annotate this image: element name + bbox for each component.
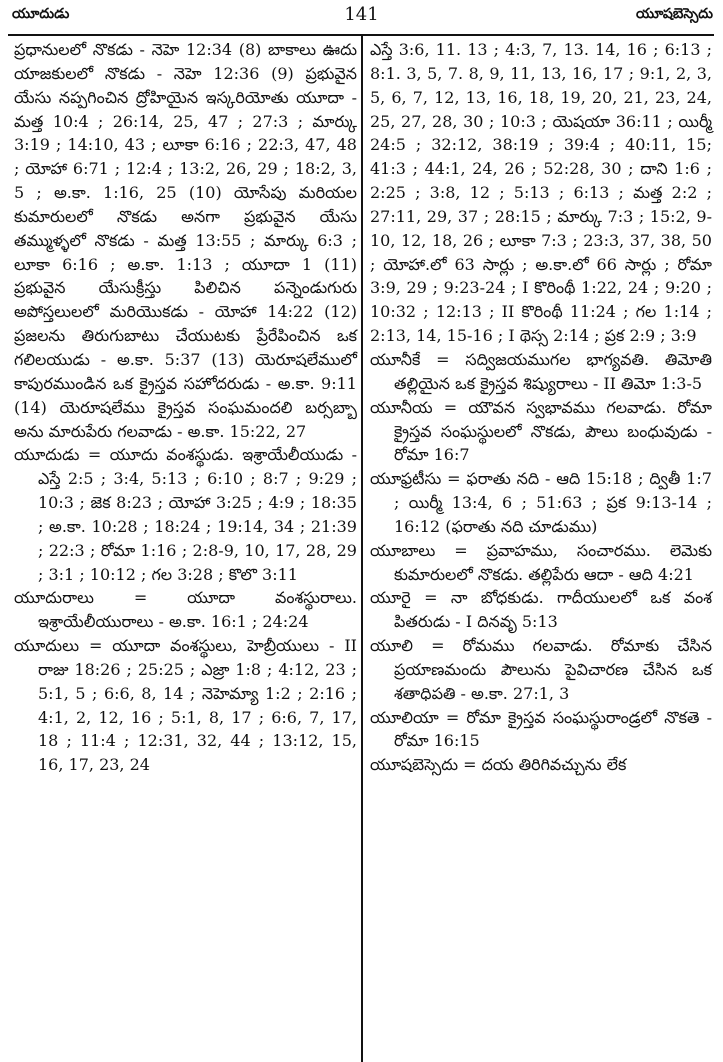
dictionary-entry: యూలియా = రోమా క్రైస్తవ సంఘస్థురాండ్రలో నొకతె - రోమా 16:15 — [370, 707, 712, 751]
left-column — [14, 38, 357, 777]
dictionary-entry: యూబాలు = ప్రవాహము, సంచారము. లెమెకు కుమారులలో నొకడు. తల్లిపేరు ఆదా - ఆది 4:21 — [370, 540, 712, 584]
dictionary-entry: యూనీకే = సద్విజయముగల భాగ్యవతి. తిమోతి తల్లియైన ఒక క్రైస్తవ శిష్యురాలు - II తిమో 1:3-5 — [370, 349, 712, 393]
dictionary-entry-continuation: ఎస్తే 3:6, 11. 13 ; 4:3, 7, 13. 14, 16 ; 6:13 ; 8:1. 3, 5, 7. 8, 9, 11, 13, 16, 17 ; 9:1, 2, 3, 5, 6, 7, 12, 13, 16, 18, 19, 20, 21, 23, 24, 25, 27, 28, 30 ; 10:3 ; యెషయా 36:11 ; యిర్మీ 24:5 ; 32:12, 38:19 ; 39:4 ; 40:11, 15; 41:3 ; 44:1, 24, 26 ; 52:28, 30 ; దాని 1:6 ; 2:25 ; 3:8, 12 ; 5:13 ; 6:13 ; మత్త 2:2 ; 27:11, 29, 37 ; 28:15 ; మార్కు 7:3 ; 15:2, 9-10, 12, 18, 26 ; లూకా 7:3 ; 23:3, 37, 38, 50 ; యోహా.లో 63 సార్లు ; అ.కా.లో 66 సార్లు ; రోమా 3:9, 29 ; 9:23-24 ; I కొరింథీ 1:22, 24 ; 9:20 ; 10:32 ; 12:13 ; II కొరింథీ 11:24 ; గల 1:14 ; 2:13, 14, 15-16 ; I థెస్స 2:14 ; ప్రక 2:9 ; 3:9 — [370, 40, 712, 346]
dictionary-entry-continuation: ప్రధానులలో నొకడు - నెహె 12:34 (8) బాకాలు ఊదు యాజకులలో నొకడు - నెహె 12:36 (9) ప్రభువైన యేసు నప్పగించిన ద్రోహియైన ఇస్కరియోతు యూదా - మత్త 10:4 ; 26:14, 25, 47 ; 27:3 ; మార్కు 3:19 ; 14:10, 43 ; లూకా 6:16 ; 22:3, 47, 48 ; యోహా 6:71 ; 12:4 ; 13:2, 26, 29 ; 18:2, 3, 5 ; అ.కా. 1:16, 25 (10) యోసేపు మరియల కుమారులలో నొకడు అనగా ప్రభువైన యేసు తమ్ముళ్ళలో నొకడు - మత్త 13:55 ; మార్కు 6:3 ; లూకా 6:16 ; అ.కా. 1:13 ; యూదా 1 (11) ప్రభువైన యేసుక్రీస్తు పిలిచిన పన్నెండుగురు అపోస్తలులలో మరియొకడు - యోహా 14:22 (12) ప్రజలను తిరుగుబాటు చేయుటకు ప్రేరేపించిన ఒక గలిలయుడు - అ.కా. 5:37 (13) యెరూషలేములో కాపురముండిన ఒక క్రైస్తవ సహోదరుడు - అ.కా. 9:11 (14) యెరూషలేము క్రైస్తవ సంఘమందలి బర్సబ్బా అను మారుపేరు గలవాడు - అ.కా. 15:22, 27 — [14, 40, 357, 441]
dictionary-entry: యూరై = నా బోధకుడు. గాదీయులలో ఒక వంశ పితరుడు - I దినవృ 5:13 — [370, 588, 712, 632]
dictionary-entry: యూదురాలు = యూదా వంశస్థురాలు. ఇశ్రాయేలీయురాలు - అ.కా. 16:1 ; 24:24 — [14, 588, 357, 632]
dictionary-entry: యూనీయ = యౌవన స్వభావము గలవాడు. రోమా క్రైస్తవ సంఘస్థులలో నొకడు, పౌలు బంధువుడు - రోమా 16:7 — [370, 397, 712, 465]
dictionary-entry: యూదుడు = యూదు వంశస్థుడు. ఇశ్రాయేలీయుడు - ఎస్తే 2:5 ; 3:4, 5:13 ; 6:10 ; 8:7 ; 9:29 ; 10:3 ; జెక 8:23 ; యోహా 3:25 ; 4:9 ; 18:35 ; అ.కా. 10:28 ; 18:24 ; 19:14, 34 ; 21:39 ; 22:3 ; రోమా 1:16 ; 2:8-9, 10, 17, 28, 29 ; 3:1 ; 10:12 ; గల 3:28 ; కొలొ 3:11 — [14, 445, 357, 584]
right-column — [370, 38, 712, 777]
column-divider — [361, 36, 363, 1062]
header-right-guideword: యూషబెస్సెదు — [635, 6, 713, 22]
header-left-guideword: యూదుడు — [12, 6, 70, 22]
dictionary-entry: యూలి = రోమము గలవాడు. రోమాకు చేసిన ప్రయాణమందు పౌలును పైవిచారణ చేసిన ఒక శతాధిపతి - అ.కా. 27:1, 3 — [370, 636, 712, 703]
dictionary-entry: యూషబెస్సెదు = దయ తిరిగివచ్చును లేక — [370, 755, 627, 775]
dictionary-entry: యూఫ్రటీసు = ఫరాతు నది - ఆది 15:18 ; ద్వితీ 1:7 ; యిర్మీ 13:4, 6 ; 51:63 ; ప్రక 9:13-14 ; 16:12 (ఫరాతు నది చూడుము) — [370, 469, 712, 536]
page-header — [0, 0, 723, 34]
page-number: 141 — [344, 4, 379, 25]
dictionary-entry: యూదులు = యూదా వంశస్థులు, హెబ్రీయులు - II రాజు 18:26 ; 25:25 ; ఎజ్రా 1:8 ; 4:12, 23 ; 5:1, 5 ; 6:6, 8, 14 ; నెహెమ్యా 1:2 ; 2:16 ; 4:1, 2, 12, 16 ; 5:1, 8, 17 ; 6:6, 7, 17, 18 ; 11:4 ; 12:31, 32, 44 ; 13:12, 15, 16, 17, 23, 24 — [14, 636, 357, 775]
